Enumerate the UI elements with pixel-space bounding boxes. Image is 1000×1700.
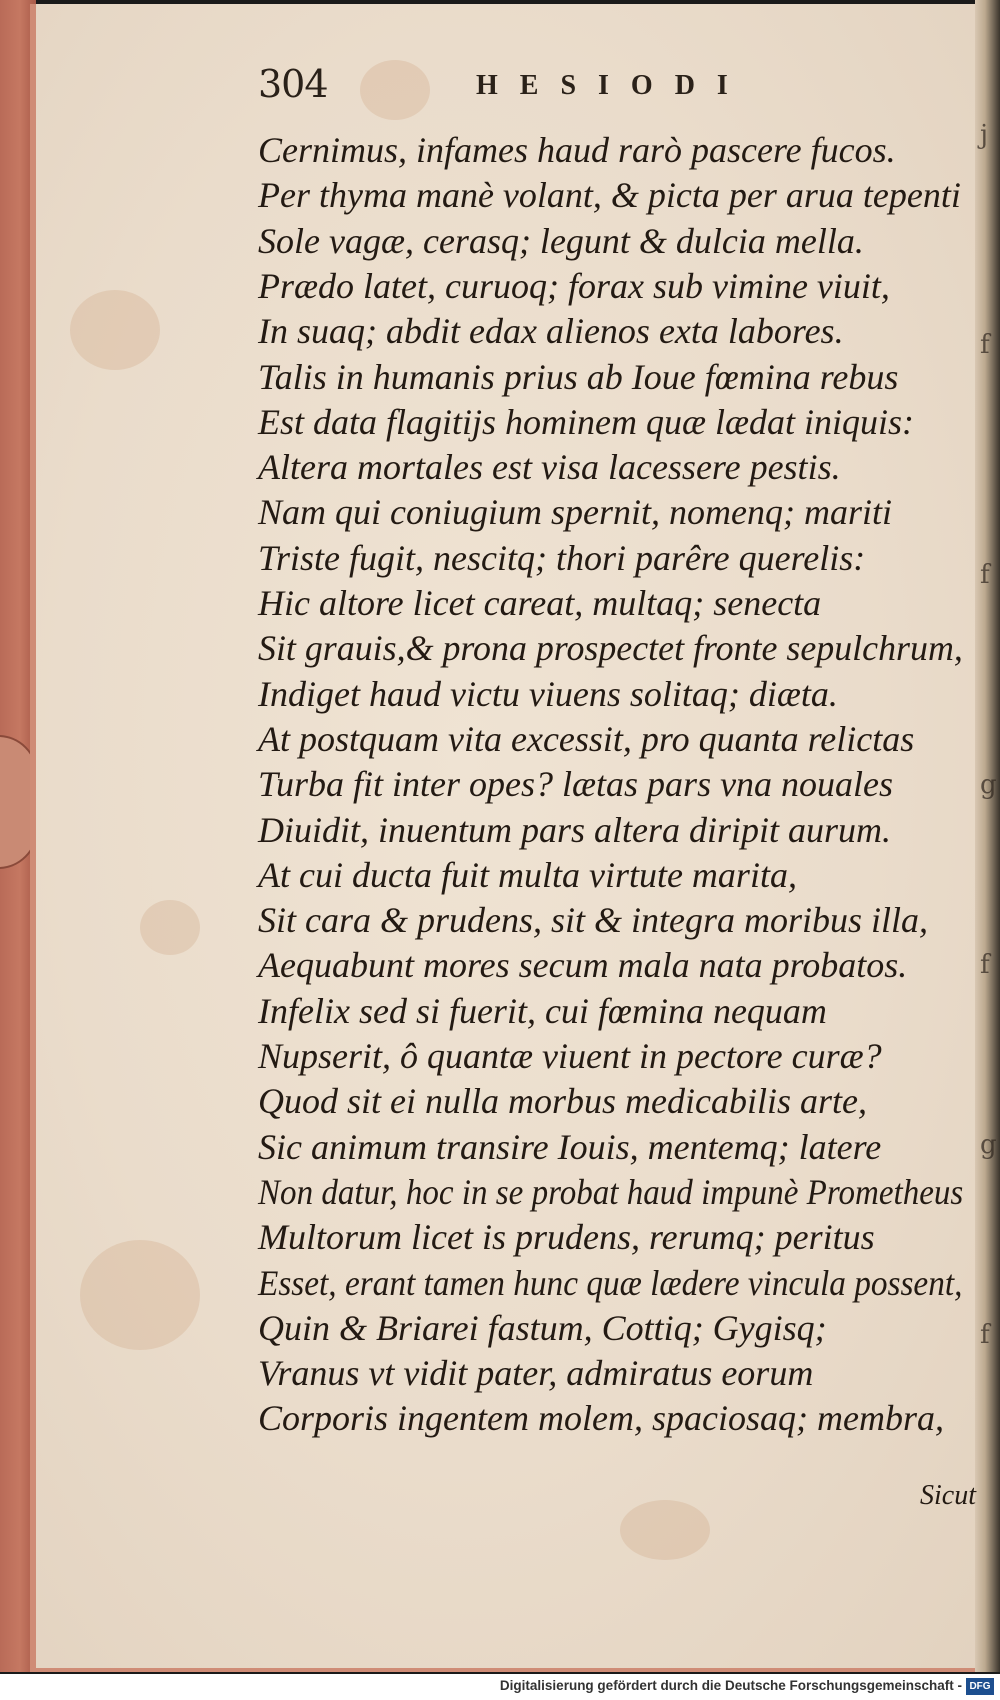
- right-gutter: [975, 0, 1000, 1672]
- verse-line: Sit grauis,& prona prospectet fronte sepulchrum,: [258, 628, 963, 668]
- paper-stain: [70, 290, 160, 370]
- bleed-through-mark: f: [980, 330, 990, 360]
- verse-block: [258, 128, 970, 1468]
- verse-line: Esset, erant tamen hunc quæ lædere vincula possent,: [258, 1263, 963, 1303]
- bleed-through-mark: f: [980, 560, 990, 590]
- verse-line: In suaq; abdit edax alienos exta labores.: [258, 311, 844, 351]
- verse-line: Quin & Briarei fastum, Cottiq; Gygisq;: [258, 1308, 827, 1348]
- verse-line: Cernimus, infames haud rarò pascere fucos.: [258, 130, 896, 170]
- verse-line: Diuidit, inuentum pars altera diripit aurum.: [258, 810, 892, 850]
- verse-line: Corporis ingentem molem, spaciosaq; membra,: [258, 1398, 944, 1438]
- bleed-through-mark: f: [980, 950, 990, 980]
- verse-line: Nupserit, ô quantæ viuent in pectore curæ?: [258, 1036, 882, 1076]
- catchword: Sicut: [920, 1480, 976, 1511]
- verse-line: Sic animum transire Iouis, mentemq; latere: [258, 1127, 882, 1167]
- verse-line: Altera mortales est visa lacessere pestis.: [258, 447, 841, 487]
- verse-line: Talis in humanis prius ab Ioue fœmina rebus: [258, 357, 899, 397]
- verse-line: Non datur, hoc in se probat haud impunè Prometheus: [258, 1172, 964, 1212]
- verse-line: Aequabunt mores secum mala nata probatos.: [258, 945, 908, 985]
- verse-line: Turba fit inter opes? lætas pars vna nouales: [258, 764, 894, 804]
- paper-stain: [80, 1240, 200, 1350]
- verse-line: At cui ducta fuit multa virtute marita,: [258, 855, 797, 895]
- dfg-logo: DFG: [966, 1678, 994, 1695]
- bleed-through-mark: g: [980, 770, 997, 800]
- bleed-through-mark: g: [980, 1130, 997, 1160]
- verse-line: Quod sit ei nulla morbus medicabilis arte,: [258, 1081, 867, 1121]
- footer-bar: [0, 1674, 1000, 1700]
- verse-line: Sit cara & prudens, sit & integra moribus illa,: [258, 900, 929, 940]
- verse-line: Vranus vt vidit pater, admiratus eorum: [258, 1353, 814, 1393]
- verse-line: Prædo latet, curuoq; forax sub vimine viuit,: [258, 266, 890, 306]
- page-number: 304: [258, 62, 328, 106]
- verse-line: Hic altore licet careat, multaq; senecta: [258, 583, 822, 623]
- verse-line: Per thyma manè volant, & picta per arua tepenti: [258, 175, 961, 215]
- paper-stain: [140, 900, 200, 955]
- bleed-through-mark: j: [980, 120, 989, 150]
- verse-line: Nam qui coniugium spernit, nomenq; mariti: [258, 492, 892, 532]
- running-title: HESIODI: [476, 70, 750, 101]
- verse-line: Sole vagæ, cerasq; legunt & dulcia mella.: [258, 221, 864, 261]
- bleed-through-mark: f: [980, 1320, 990, 1350]
- verse-line: Triste fugit, nescitq; thori parêre querelis:: [258, 538, 866, 578]
- verse-line: Est data flagitijs hominem quæ lædat iniquis:: [258, 402, 915, 442]
- verse-line: Indiget haud victu viuens solitaq; diæta.: [258, 674, 838, 714]
- paper-stain: [620, 1500, 710, 1560]
- verse-line: Multorum licet is prudens, rerumq; peritus: [258, 1217, 875, 1257]
- verse-line: At postquam vita excessit, pro quanta relictas: [258, 719, 915, 759]
- running-head: [258, 62, 938, 114]
- verse-line: Infelix sed si fuerit, cui fœmina nequam: [258, 991, 827, 1031]
- funding-credit: Digitalisierung gefördert durch die Deutsche Forschungsgemeinschaft -: [499, 1678, 962, 1693]
